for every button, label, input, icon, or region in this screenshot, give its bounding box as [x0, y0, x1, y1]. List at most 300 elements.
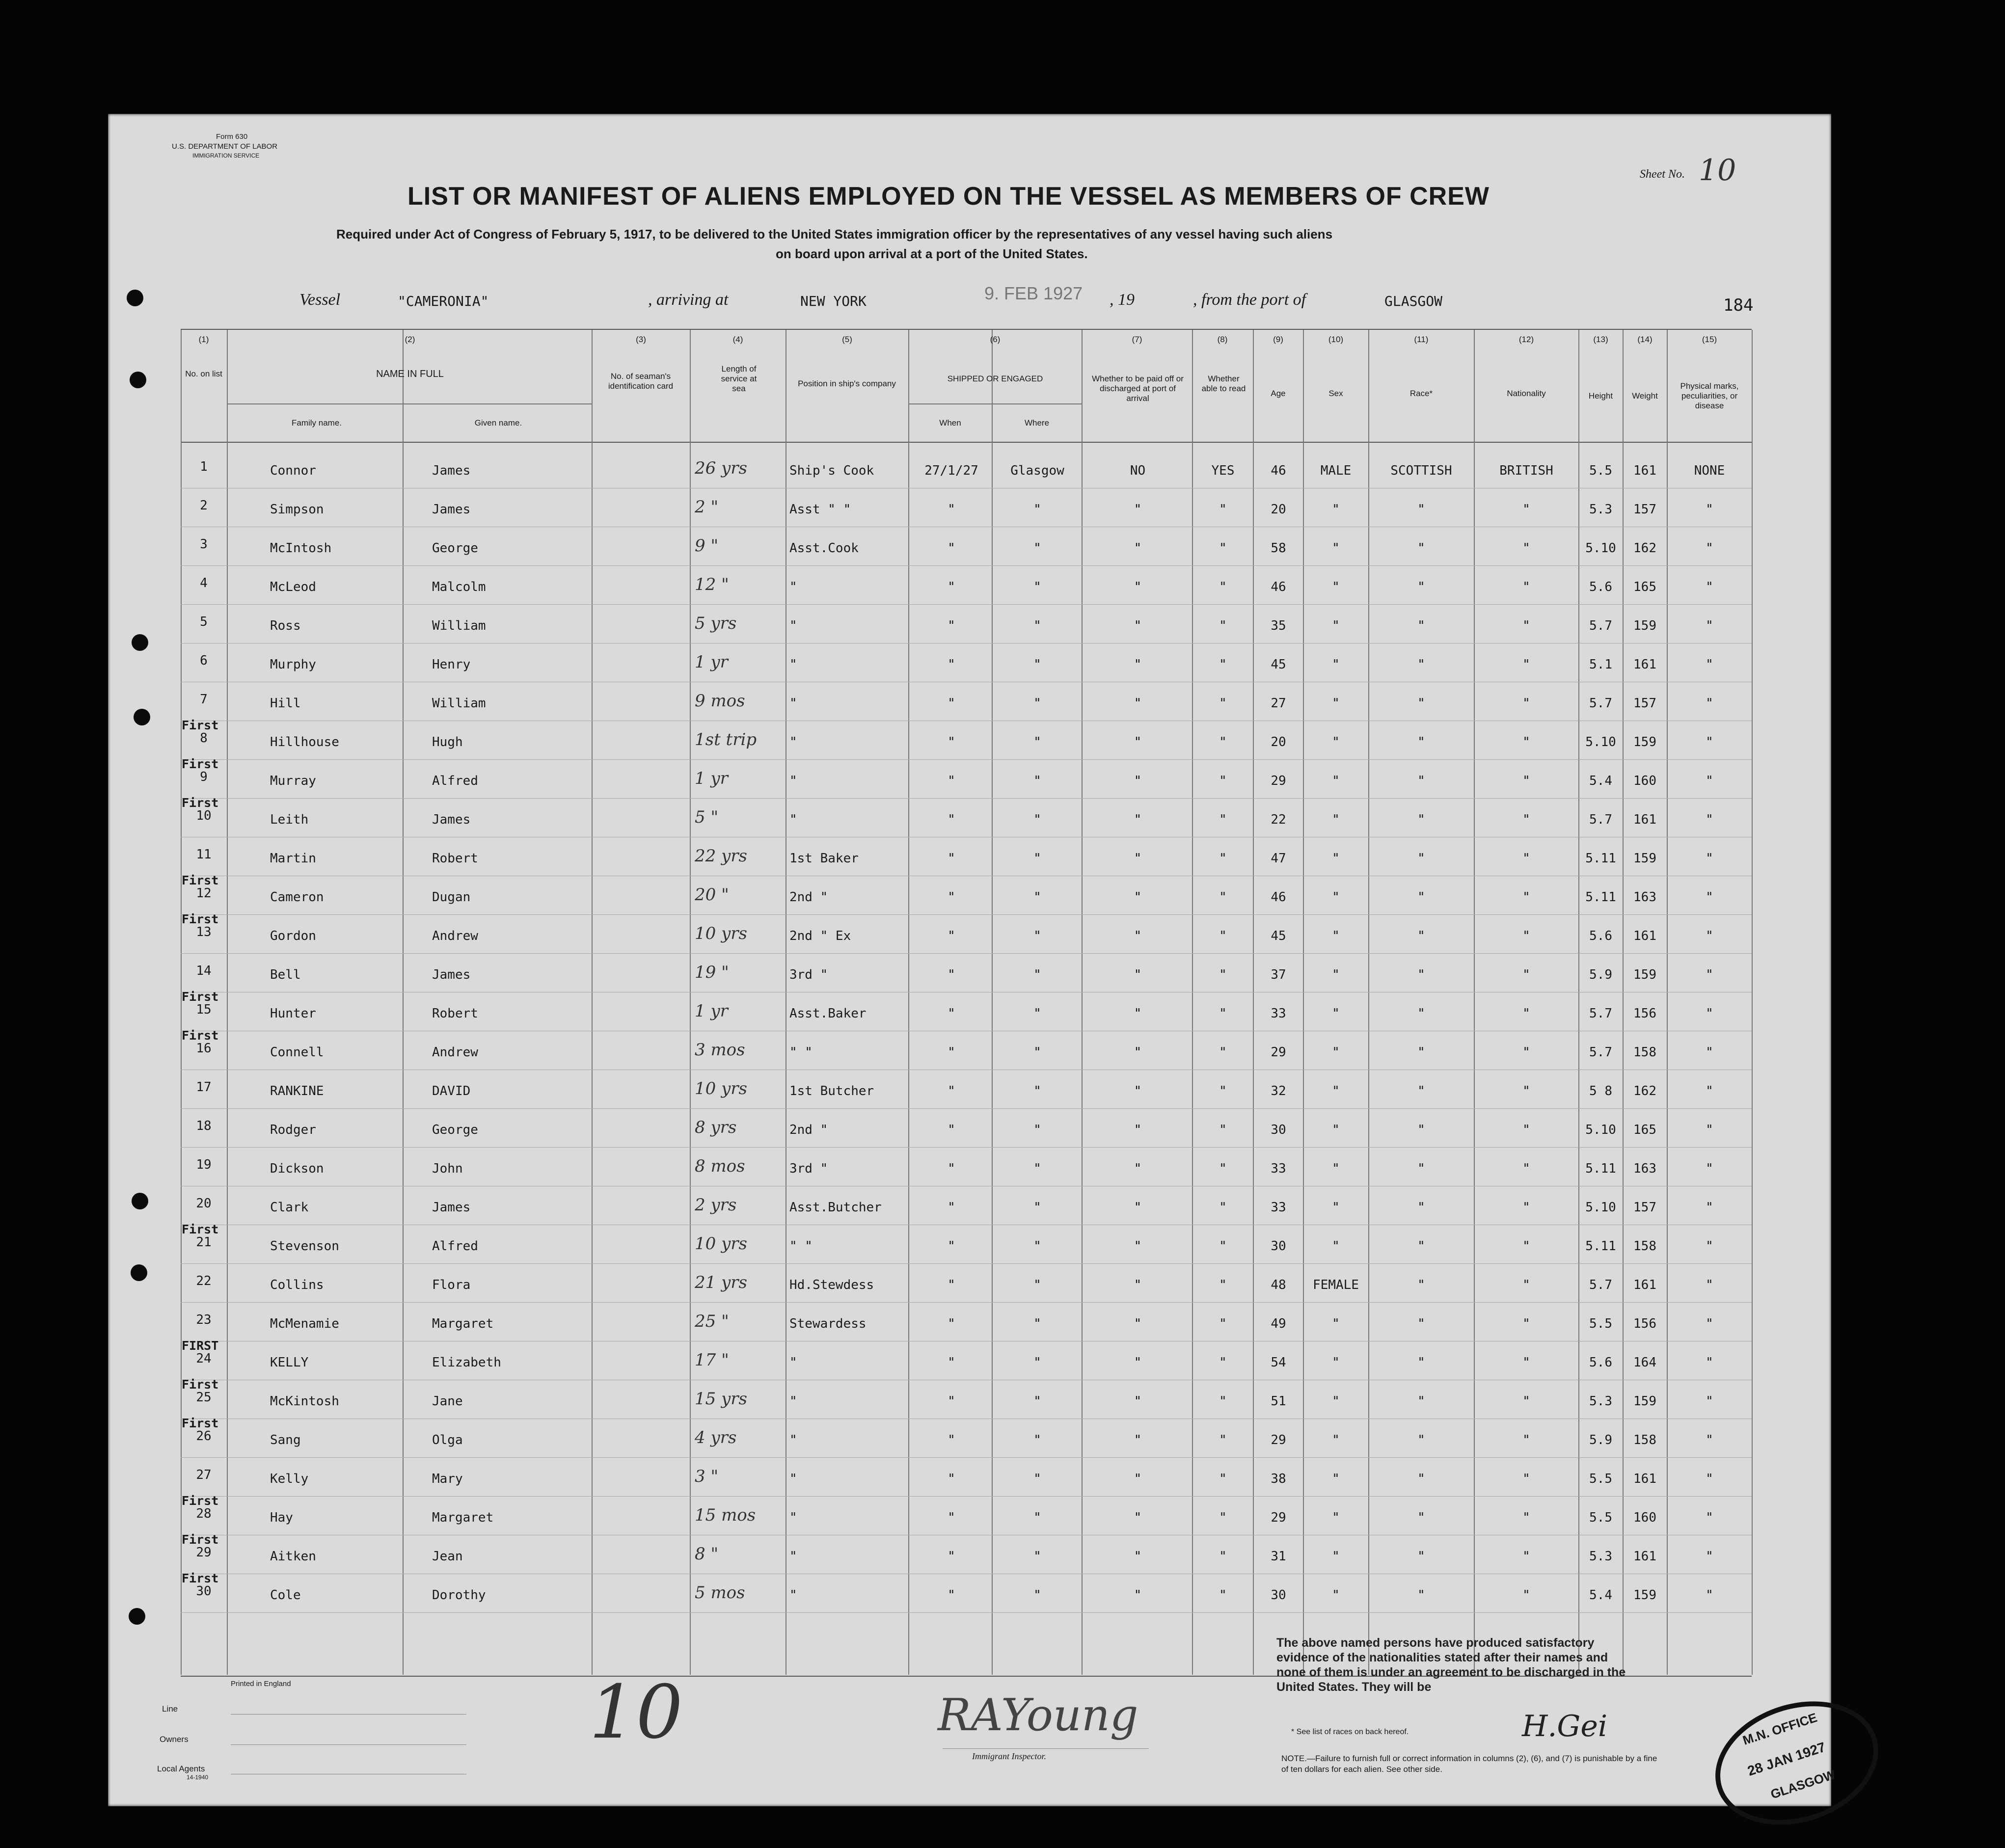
cell-shipped-when: " [948, 1200, 955, 1215]
cell-nationality: " [1522, 1433, 1530, 1447]
owners-label: Owners [160, 1735, 189, 1744]
cell-paid-off: NO [1130, 463, 1146, 478]
cell-service-length: 20 " [695, 885, 729, 905]
cell-family-name: Ross [270, 618, 301, 633]
cell-given-name: Mary [432, 1472, 463, 1486]
cell-paid-off: " [1134, 851, 1142, 866]
cell-family-name: McKintosh [270, 1394, 339, 1409]
printed-label: Printed in England [231, 1680, 291, 1688]
cell-service-length: 9 mos [695, 691, 745, 711]
column-rule [1303, 330, 1304, 1675]
arriving-port: NEW YORK [800, 293, 867, 309]
cell-physical-marks: " [1706, 812, 1713, 827]
cell-paid-off: " [1134, 696, 1142, 711]
cell-position: " [789, 1394, 797, 1409]
cell-paid-off: " [1134, 1433, 1142, 1447]
cell-age: 35 [1271, 618, 1286, 633]
cell-height: 5.7 [1589, 618, 1612, 633]
col13-number: (13) [1593, 335, 1608, 344]
column-rule [227, 330, 228, 1675]
officer-signature: H.Gei [1522, 1709, 1608, 1743]
cell-age: 20 [1271, 735, 1286, 750]
cell-shipped-where: " [1033, 1549, 1041, 1564]
cell-sex: " [1332, 541, 1340, 556]
cell-physical-marks: " [1706, 1588, 1713, 1603]
cell-weight: 162 [1633, 541, 1656, 556]
cell-position: " [789, 1510, 797, 1525]
cell-shipped-where: " [1033, 1161, 1041, 1176]
col6-where-header: Where [1024, 418, 1050, 428]
cell-no: 21 [196, 1235, 212, 1250]
cell-given-name: William [432, 618, 486, 633]
binder-hole [132, 634, 148, 651]
cell-shipped-when: " [948, 1549, 955, 1564]
cell-no: 23 [196, 1312, 212, 1327]
cell-sex: MALE [1320, 463, 1352, 478]
cell-nationality: " [1522, 967, 1530, 982]
cell-family-name: Clark [270, 1200, 309, 1215]
cell-service-length: 1 yr [695, 769, 728, 788]
cell-paid-off: " [1134, 657, 1142, 672]
cell-age: 33 [1271, 1161, 1286, 1176]
cell-able-to-read: " [1219, 1394, 1227, 1409]
cell-given-name: Robert [432, 1006, 478, 1021]
cell-paid-off: " [1134, 1161, 1142, 1176]
cell-shipped-when: " [948, 774, 955, 788]
cell-age: 49 [1271, 1316, 1286, 1331]
cell-sex: " [1332, 1588, 1340, 1603]
cell-service-length: 8 " [695, 1544, 719, 1564]
column-rule [592, 330, 593, 1675]
arriving-label: , arriving at [648, 291, 729, 309]
cell-height: 5.10 [1585, 1200, 1616, 1215]
sheet-number: 10 [1699, 153, 1736, 187]
from-port: GLASGOW [1384, 293, 1443, 309]
cell-weight: 161 [1633, 1472, 1656, 1486]
inspector-signature: RAYoung [938, 1689, 1138, 1741]
cell-family-name: KELLY [270, 1355, 309, 1370]
cell-age: 33 [1271, 1006, 1286, 1021]
cell-shipped-when: " [948, 1355, 955, 1370]
cell-family-name: McIntosh [270, 541, 332, 556]
cell-shipped-when: " [948, 812, 955, 827]
cell-nationality: " [1522, 502, 1530, 517]
cell-nationality: " [1522, 1239, 1530, 1254]
cell-weight: 161 [1633, 812, 1656, 827]
cell-race: " [1417, 580, 1425, 594]
cell-family-name: Stevenson [270, 1239, 339, 1254]
row-rule [181, 1612, 1752, 1613]
cell-service-length: 2 " [695, 497, 719, 517]
col10-number: (10) [1328, 335, 1344, 344]
cell-race: " [1417, 812, 1425, 827]
cell-able-to-read: " [1219, 1200, 1227, 1215]
cell-height: 5.1 [1589, 657, 1612, 672]
cell-no: 17 [196, 1080, 212, 1095]
cell-given-name: Elizabeth [432, 1355, 501, 1370]
cell-race: " [1417, 1472, 1425, 1486]
cell-given-name: Robert [432, 851, 478, 866]
cell-given-name: Malcolm [432, 580, 486, 594]
binder-hole [134, 709, 150, 725]
cell-service-length: 22 yrs [695, 846, 747, 866]
cell-physical-marks: " [1706, 1006, 1713, 1021]
cell-physical-marks: " [1706, 1123, 1713, 1137]
col6-number: (6) [990, 335, 1001, 344]
cell-weight: 164 [1633, 1355, 1656, 1370]
cell-shipped-where: " [1033, 774, 1041, 788]
cell-service-length: 19 " [695, 963, 729, 982]
cell-race: " [1417, 1278, 1425, 1292]
cell-height: 5.6 [1589, 1355, 1612, 1370]
cell-height: 5.5 [1589, 1510, 1612, 1525]
cell-age: 45 [1271, 657, 1286, 672]
cell-height: 5.7 [1589, 696, 1612, 711]
cell-height: 5.9 [1589, 967, 1612, 982]
cell-able-to-read: " [1219, 929, 1227, 943]
cell-position: 1st Butcher [789, 1084, 874, 1098]
col2-number: (2) [405, 335, 415, 344]
vessel-label: Vessel [299, 291, 341, 309]
cell-no: 2 [200, 498, 208, 513]
cell-service-length: 8 yrs [695, 1118, 737, 1137]
cell-height: 5.11 [1585, 1239, 1616, 1254]
cell-height: 5.11 [1585, 890, 1616, 905]
cell-given-name: Andrew [432, 1045, 478, 1060]
official-stamp [1699, 1681, 1895, 1845]
cell-position: 2nd " [789, 1123, 828, 1137]
cell-given-name: DAVID [432, 1084, 471, 1098]
cell-able-to-read: " [1219, 1278, 1227, 1292]
cell-race: " [1417, 1006, 1425, 1021]
cell-paid-off: " [1134, 1394, 1142, 1409]
cell-able-to-read: " [1219, 502, 1227, 517]
cell-physical-marks: " [1706, 657, 1713, 672]
cell-note: First [182, 1416, 219, 1430]
col4-number: (4) [732, 335, 743, 344]
table-top-rule [181, 329, 1752, 330]
cell-shipped-where: " [1033, 1394, 1041, 1409]
cell-race: " [1417, 541, 1425, 556]
col13-header: Height [1588, 391, 1613, 401]
cell-paid-off: " [1134, 1239, 1142, 1254]
cell-physical-marks: " [1706, 1084, 1713, 1098]
cell-age: 46 [1271, 580, 1286, 594]
cell-able-to-read: " [1219, 1316, 1227, 1331]
cell-no: 10 [196, 808, 212, 823]
cell-nationality: " [1522, 929, 1530, 943]
column-rule [1752, 330, 1753, 1675]
row-rule [181, 914, 1752, 915]
cell-no: 8 [200, 731, 208, 746]
cell-shipped-where: Glasgow [1010, 463, 1064, 478]
cell-paid-off: " [1134, 1045, 1142, 1060]
cell-given-name: Olga [432, 1433, 463, 1447]
cell-nationality: " [1522, 812, 1530, 827]
binder-hole [130, 372, 146, 388]
cell-height: 5.9 [1589, 1433, 1612, 1447]
cell-no: 28 [196, 1506, 212, 1521]
cell-no: 4 [200, 576, 208, 590]
cell-service-length: 2 yrs [695, 1195, 737, 1215]
cell-shipped-where: " [1033, 1045, 1041, 1060]
cell-physical-marks: " [1706, 1316, 1713, 1331]
cell-paid-off: " [1134, 580, 1142, 594]
cell-race: " [1417, 1200, 1425, 1215]
cell-physical-marks: " [1706, 1355, 1713, 1370]
cell-sex: " [1332, 812, 1340, 827]
cell-race: " [1417, 967, 1425, 982]
col11-number: (11) [1414, 335, 1429, 344]
cell-height: 5.10 [1585, 735, 1616, 750]
col2-given-header: Given name. [474, 418, 522, 428]
cell-service-length: 10 yrs [695, 1234, 747, 1254]
cell-paid-off: " [1134, 890, 1142, 905]
cell-age: 58 [1271, 541, 1286, 556]
cell-shipped-when: " [948, 580, 955, 594]
cell-service-length: 5 " [695, 807, 719, 827]
cell-service-length: 25 " [695, 1312, 729, 1331]
cell-race: SCOTTISH [1390, 463, 1452, 478]
column-rule [1253, 330, 1254, 1675]
cell-shipped-when: " [948, 890, 955, 905]
form-subtitle-1: Required under Act of Congress of February 5, 1917, to be delivered to the United States immigration officer by the representatives of any vessel having such aliens [336, 227, 1333, 241]
cell-given-name: Dorothy [432, 1588, 486, 1603]
cell-note: First [182, 1028, 219, 1043]
cell-race: " [1417, 1045, 1425, 1060]
cell-able-to-read: " [1219, 657, 1227, 672]
date-stamp: 9. FEB 1927 [984, 283, 1083, 303]
cell-given-name: William [432, 696, 486, 711]
cell-paid-off: " [1134, 1006, 1142, 1021]
cell-sex: " [1332, 1084, 1340, 1098]
column-rule [1368, 330, 1369, 1675]
cell-race: " [1417, 1394, 1425, 1409]
cell-note: First [182, 1377, 219, 1392]
cell-position: Asst.Baker [789, 1006, 867, 1021]
cell-able-to-read: YES [1211, 463, 1235, 478]
cell-no: 22 [196, 1274, 212, 1288]
cell-age: 30 [1271, 1588, 1286, 1603]
cell-position: 2nd " Ex [789, 929, 851, 943]
col5-number: (5) [842, 335, 852, 344]
cell-shipped-where: " [1033, 1472, 1041, 1486]
cell-shipped-where: " [1033, 890, 1041, 905]
cell-height: 5.3 [1589, 502, 1612, 517]
cell-note: FIRST [182, 1339, 219, 1353]
cell-shipped-when: " [948, 1394, 955, 1409]
cell-height: 5.3 [1589, 1394, 1612, 1409]
cell-no: 12 [196, 886, 212, 901]
cell-sex: " [1332, 1006, 1340, 1021]
col5-header: Position in ship's company [798, 379, 896, 388]
cell-age: 37 [1271, 967, 1286, 982]
cell-height: 5.7 [1589, 1045, 1612, 1060]
cell-paid-off: " [1134, 1472, 1142, 1486]
col15-header: Physical marks, peculiarities, or disease [1680, 381, 1739, 410]
cell-no: 18 [196, 1119, 212, 1133]
cell-note: First [182, 990, 219, 1004]
cell-family-name: Connor [270, 463, 316, 478]
cell-note: First [182, 757, 219, 771]
cell-sex: " [1332, 1161, 1340, 1176]
cell-shipped-when: " [948, 541, 955, 556]
cell-sex: " [1332, 890, 1340, 905]
cell-able-to-read: " [1219, 696, 1227, 711]
from-port-label: , from the port of [1193, 291, 1306, 309]
cell-race: " [1417, 851, 1425, 866]
cell-shipped-when: " [948, 735, 955, 750]
cell-race: " [1417, 618, 1425, 633]
cell-weight: 159 [1633, 1588, 1656, 1603]
cell-race: " [1417, 1549, 1425, 1564]
cell-nationality: " [1522, 1472, 1530, 1486]
form-number: Form 630 [216, 133, 248, 141]
cell-weight: 160 [1633, 1510, 1656, 1525]
cell-shipped-when: " [948, 1123, 955, 1137]
cell-sex: " [1332, 1433, 1340, 1447]
cell-physical-marks: " [1706, 929, 1713, 943]
cell-sex: " [1332, 1316, 1340, 1331]
cell-service-length: 5 yrs [695, 614, 737, 633]
cell-weight: 157 [1633, 502, 1656, 517]
cell-shipped-when: " [948, 618, 955, 633]
cell-family-name: Hill [270, 696, 301, 711]
cell-weight: 156 [1633, 1316, 1656, 1331]
cell-position: Asst.Cook [789, 541, 859, 556]
cell-position: " [789, 1472, 797, 1486]
cell-sex: " [1332, 929, 1340, 943]
cell-paid-off: " [1134, 735, 1142, 750]
cell-race: " [1417, 1084, 1425, 1098]
cell-shipped-when: " [948, 1316, 955, 1331]
cell-note: First [182, 1571, 219, 1585]
column-rule [1667, 330, 1668, 1675]
cell-nationality: " [1522, 1316, 1530, 1331]
cell-height: 5.4 [1589, 1588, 1612, 1603]
cell-given-name: Andrew [432, 929, 478, 943]
cell-sex: FEMALE [1313, 1278, 1359, 1292]
cell-position: " [789, 812, 797, 827]
cell-able-to-read: " [1219, 735, 1227, 750]
col14-number: (14) [1637, 335, 1653, 344]
cell-nationality: " [1522, 1278, 1530, 1292]
cell-able-to-read: " [1219, 890, 1227, 905]
cell-shipped-where: " [1033, 1200, 1041, 1215]
cell-service-length: 8 mos [695, 1156, 745, 1176]
cell-sex: " [1332, 735, 1340, 750]
cell-shipped-when: " [948, 1510, 955, 1525]
cell-shipped-where: " [1033, 1355, 1041, 1370]
cell-weight: 157 [1633, 696, 1656, 711]
cell-no: 29 [196, 1545, 212, 1560]
cell-race: " [1417, 657, 1425, 672]
cell-height: 5.7 [1589, 1278, 1612, 1292]
cell-nationality: " [1522, 735, 1530, 750]
cell-able-to-read: " [1219, 1006, 1227, 1021]
cell-no: 15 [196, 1002, 212, 1017]
cell-height: 5.6 [1589, 929, 1612, 943]
cell-given-name: John [432, 1161, 463, 1176]
cell-height: 5.5 [1589, 463, 1612, 478]
cell-family-name: Collins [270, 1278, 324, 1292]
cell-no: 30 [196, 1584, 212, 1599]
cell-family-name: Leith [270, 812, 309, 827]
column-rule [690, 330, 691, 1675]
cell-shipped-where: " [1033, 1588, 1041, 1603]
cell-position: 1st Baker [789, 851, 859, 866]
cell-family-name: Simpson [270, 502, 324, 517]
cell-nationality: " [1522, 580, 1530, 594]
col3-number: (3) [636, 335, 646, 344]
cell-position: " [789, 1588, 797, 1603]
cell-shipped-where: " [1033, 967, 1041, 982]
cell-shipped-when: " [948, 502, 955, 517]
cell-sex: " [1332, 618, 1340, 633]
cell-family-name: Kelly [270, 1472, 309, 1486]
cell-physical-marks: " [1706, 1045, 1713, 1060]
sheet-label: Sheet No. [1640, 168, 1685, 181]
cell-height: 5.11 [1585, 1161, 1616, 1176]
cell-given-name: Hugh [432, 735, 463, 750]
cell-physical-marks: " [1706, 967, 1713, 982]
cell-paid-off: " [1134, 1355, 1142, 1370]
cell-weight: 158 [1633, 1239, 1656, 1254]
cell-shipped-where: " [1033, 812, 1041, 827]
cell-age: 29 [1271, 1510, 1286, 1525]
cell-service-length: 1st trip [695, 730, 757, 750]
cell-sex: " [1332, 1549, 1340, 1564]
owners-rule [231, 1744, 466, 1745]
cell-shipped-where: " [1033, 929, 1041, 943]
cell-height: 5.4 [1589, 774, 1612, 788]
col8-number: (8) [1217, 335, 1228, 344]
cell-note: First [182, 718, 219, 732]
cell-paid-off: " [1134, 1549, 1142, 1564]
cell-able-to-read: " [1219, 1084, 1227, 1098]
col8-header: Whether able to read [1201, 374, 1246, 393]
cell-shipped-where: " [1033, 1433, 1041, 1447]
cell-service-length: 3 " [695, 1467, 719, 1486]
col3-header: No. of seaman's identification card [608, 372, 674, 391]
cell-note: First [182, 912, 219, 926]
cell-position: " [789, 618, 797, 633]
cell-shipped-where: " [1033, 1239, 1041, 1254]
cell-shipped-where: " [1033, 1510, 1041, 1525]
cell-able-to-read: " [1219, 812, 1227, 827]
races-note: * See list of races on back hereof. [1291, 1728, 1409, 1736]
cell-service-length: 12 " [695, 575, 729, 594]
cell-position: Hd.Stewdess [789, 1278, 874, 1292]
cell-physical-marks: " [1706, 1394, 1713, 1409]
cell-age: 47 [1271, 851, 1286, 866]
cell-service-length: 4 yrs [695, 1428, 737, 1447]
col10-header: Sex [1328, 389, 1343, 398]
cell-family-name: McMenamie [270, 1316, 339, 1331]
cell-position: Stewardess [789, 1316, 867, 1331]
cell-sex: " [1332, 502, 1340, 517]
cell-able-to-read: " [1219, 618, 1227, 633]
column-rule [992, 330, 993, 1675]
cell-able-to-read: " [1219, 1161, 1227, 1176]
handwritten-sheet-number: 10 [589, 1670, 683, 1755]
cell-able-to-read: " [1219, 1549, 1227, 1564]
cell-height: 5.3 [1589, 1549, 1612, 1564]
cell-given-name: Jean [432, 1549, 463, 1564]
cell-paid-off: " [1134, 541, 1142, 556]
cell-shipped-when: " [948, 1006, 955, 1021]
cell-sex: " [1332, 696, 1340, 711]
